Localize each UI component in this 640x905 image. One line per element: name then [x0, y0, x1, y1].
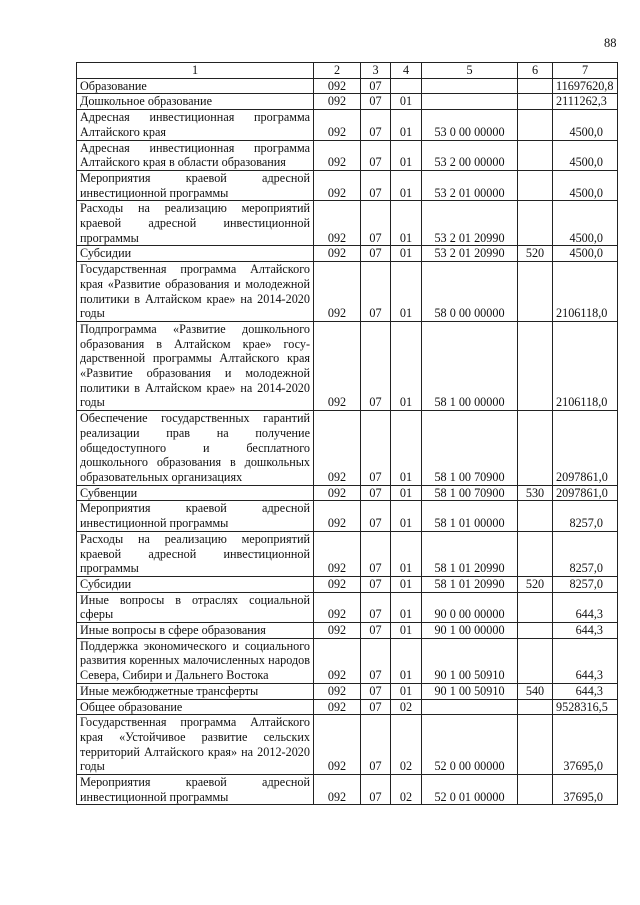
- target-article-code: [422, 78, 518, 94]
- subsection-code: 02: [391, 699, 422, 715]
- subsection-code: 01: [391, 170, 422, 200]
- expense-type-code: 540: [518, 683, 553, 699]
- expense-type-code: [518, 775, 553, 805]
- item-name: Иные межбюджетные трансферты: [77, 683, 314, 699]
- ministry-code: 092: [314, 531, 361, 576]
- subsection-code: 01: [391, 110, 422, 140]
- amount: 644,3: [553, 592, 618, 622]
- section-code: 07: [361, 170, 391, 200]
- table-row: [77, 699, 618, 715]
- section-code: 07: [361, 78, 391, 94]
- amount: 2111262,3: [553, 94, 618, 110]
- item-name: Дошкольное образование: [77, 94, 314, 110]
- expense-type-code: [518, 501, 553, 531]
- subsection-code: 01: [391, 246, 422, 262]
- ministry-code: 092: [314, 592, 361, 622]
- item-name: Государственная программа Алтайского края «Устойчивое развитие сельских территорий Алтайского края» на 2012-2020 годы: [77, 715, 314, 775]
- column-header-3: 3: [361, 63, 391, 79]
- section-code: 07: [361, 140, 391, 170]
- ministry-code: 092: [314, 94, 361, 110]
- ministry-code: 092: [314, 246, 361, 262]
- budget-table: [76, 62, 618, 805]
- subsection-code: 01: [391, 140, 422, 170]
- ministry-code: 092: [314, 110, 361, 140]
- expense-type-code: [518, 411, 553, 486]
- expense-type-code: [518, 638, 553, 683]
- target-article-code: 58 1 00 70900: [422, 485, 518, 501]
- expense-type-code: [518, 623, 553, 639]
- expense-type-code: [518, 531, 553, 576]
- amount: 37695,0: [553, 775, 618, 805]
- subsection-code: 02: [391, 775, 422, 805]
- amount: 8257,0: [553, 576, 618, 592]
- subsection-code: 01: [391, 638, 422, 683]
- ministry-code: 092: [314, 715, 361, 775]
- section-code: 07: [361, 94, 391, 110]
- ministry-code: 092: [314, 140, 361, 170]
- table-row: [77, 110, 618, 140]
- ministry-code: 092: [314, 201, 361, 246]
- ministry-code: 092: [314, 623, 361, 639]
- target-article-code: 90 0 00 00000: [422, 592, 518, 622]
- subsection-code: 01: [391, 592, 422, 622]
- ministry-code: 092: [314, 170, 361, 200]
- ministry-code: 092: [314, 699, 361, 715]
- target-article-code: 58 1 01 00000: [422, 501, 518, 531]
- column-header-2: 2: [314, 63, 361, 79]
- item-name: Образование: [77, 78, 314, 94]
- section-code: 07: [361, 531, 391, 576]
- target-article-code: [422, 94, 518, 110]
- item-name: Подпрограмма «Развитие дошкольного образования в Алтайском крае» государственной программы Алтайского края «Развитие образования и молодежной политики в Алтайском крае» на 2014-2020 годы: [77, 321, 314, 410]
- amount: 9528316,5: [553, 699, 618, 715]
- amount: 644,3: [553, 683, 618, 699]
- item-name: Мероприятия краевой адресной инвестиционной программы: [77, 775, 314, 805]
- expense-type-code: [518, 94, 553, 110]
- ministry-code: 092: [314, 576, 361, 592]
- target-article-code: 53 0 00 00000: [422, 110, 518, 140]
- section-code: 07: [361, 638, 391, 683]
- table-row: [77, 246, 618, 262]
- subsection-code: 01: [391, 623, 422, 639]
- target-article-code: 53 2 01 00000: [422, 170, 518, 200]
- amount: 2097861,0: [553, 485, 618, 501]
- amount: 2097861,0: [553, 411, 618, 486]
- table-row: [77, 531, 618, 576]
- expense-type-code: [518, 699, 553, 715]
- section-code: 07: [361, 321, 391, 410]
- ministry-code: 092: [314, 501, 361, 531]
- table-row: [77, 775, 618, 805]
- table-row: [77, 638, 618, 683]
- ministry-code: 092: [314, 321, 361, 410]
- table-row: [77, 411, 618, 486]
- table-row: [77, 683, 618, 699]
- target-article-code: 53 2 01 20990: [422, 201, 518, 246]
- item-name: Государственная программа Алтайского края «Развитие образования и молодежной политики в Алтайском крае» на 2014-2020 годы: [77, 262, 314, 322]
- target-article-code: 90 1 00 50910: [422, 638, 518, 683]
- ministry-code: 092: [314, 78, 361, 94]
- item-name: Расходы на реализацию мероприятий краевой адресной инвестиционной программы: [77, 531, 314, 576]
- table-row: [77, 501, 618, 531]
- table-row: [77, 592, 618, 622]
- subsection-code: 01: [391, 683, 422, 699]
- section-code: 07: [361, 411, 391, 486]
- target-article-code: 90 1 00 50910: [422, 683, 518, 699]
- ministry-code: 092: [314, 262, 361, 322]
- ministry-code: 092: [314, 411, 361, 486]
- target-article-code: 52 0 00 00000: [422, 715, 518, 775]
- target-article-code: 53 2 01 20990: [422, 246, 518, 262]
- expense-type-code: 520: [518, 246, 553, 262]
- ministry-code: 092: [314, 638, 361, 683]
- column-header-4: 4: [391, 63, 422, 79]
- amount: 37695,0: [553, 715, 618, 775]
- section-code: 07: [361, 775, 391, 805]
- subsection-code: 01: [391, 576, 422, 592]
- amount: 4500,0: [553, 246, 618, 262]
- subsection-code: 01: [391, 501, 422, 531]
- expense-type-code: [518, 78, 553, 94]
- table-row: [77, 140, 618, 170]
- table-row: [77, 201, 618, 246]
- table-row: [77, 623, 618, 639]
- expense-type-code: 520: [518, 576, 553, 592]
- amount: 4500,0: [553, 110, 618, 140]
- table-row: [77, 576, 618, 592]
- column-header-7: 7: [553, 63, 618, 79]
- amount: 8257,0: [553, 501, 618, 531]
- item-name: Общее образование: [77, 699, 314, 715]
- subsection-code: 01: [391, 262, 422, 322]
- subsection-code: 01: [391, 531, 422, 576]
- expense-type-code: 530: [518, 485, 553, 501]
- subsection-code: 02: [391, 715, 422, 775]
- table-body: [77, 78, 618, 805]
- ministry-code: 092: [314, 683, 361, 699]
- table-row: [77, 485, 618, 501]
- item-name: Мероприятия краевой адресной инвестиционной программы: [77, 170, 314, 200]
- amount: 644,3: [553, 638, 618, 683]
- expense-type-code: [518, 715, 553, 775]
- expense-type-code: [518, 201, 553, 246]
- item-name: Адресная инвестиционная программа Алтайского края в области образования: [77, 140, 314, 170]
- table-row: [77, 715, 618, 775]
- item-name: Субвенции: [77, 485, 314, 501]
- item-name: Иные вопросы в отраслях социальной сферы: [77, 592, 314, 622]
- expense-type-code: [518, 592, 553, 622]
- expense-type-code: [518, 110, 553, 140]
- item-name: Субсидии: [77, 246, 314, 262]
- item-name: Мероприятия краевой адресной инвестиционной программы: [77, 501, 314, 531]
- target-article-code: 53 2 00 00000: [422, 140, 518, 170]
- item-name: Иные вопросы в сфере образования: [77, 623, 314, 639]
- page-number: 88: [604, 36, 617, 50]
- table-row: [77, 94, 618, 110]
- target-article-code: 58 1 01 20990: [422, 531, 518, 576]
- target-article-code: 52 0 01 00000: [422, 775, 518, 805]
- subsection-code: 01: [391, 485, 422, 501]
- ministry-code: 092: [314, 485, 361, 501]
- column-header-1: 1: [77, 63, 314, 79]
- subsection-code: 01: [391, 201, 422, 246]
- amount: 8257,0: [553, 531, 618, 576]
- section-code: 07: [361, 501, 391, 531]
- amount: 644,3: [553, 623, 618, 639]
- amount: 11697620,8: [553, 78, 618, 94]
- subsection-code: [391, 78, 422, 94]
- target-article-code: 58 1 01 20990: [422, 576, 518, 592]
- section-code: 07: [361, 683, 391, 699]
- table-row: [77, 170, 618, 200]
- section-code: 07: [361, 623, 391, 639]
- target-article-code: [422, 699, 518, 715]
- table-row: [77, 321, 618, 410]
- expense-type-code: [518, 170, 553, 200]
- item-name: Поддержка экономического и социального развития коренных малочисленных народов Севера, Сибири и Дальнего Востока: [77, 638, 314, 683]
- target-article-code: 58 1 00 00000: [422, 321, 518, 410]
- section-code: 07: [361, 246, 391, 262]
- expense-type-code: [518, 262, 553, 322]
- section-code: 07: [361, 592, 391, 622]
- target-article-code: 90 1 00 00000: [422, 623, 518, 639]
- subsection-code: 01: [391, 321, 422, 410]
- amount: 2106118,0: [553, 321, 618, 410]
- section-code: 07: [361, 201, 391, 246]
- expense-type-code: [518, 321, 553, 410]
- section-code: 07: [361, 110, 391, 140]
- amount: 4500,0: [553, 170, 618, 200]
- item-name: Субсидии: [77, 576, 314, 592]
- section-code: 07: [361, 485, 391, 501]
- amount: 4500,0: [553, 140, 618, 170]
- item-name: Расходы на реализацию мероприятий краевой адресной инвестиционной программы: [77, 201, 314, 246]
- item-name: Обеспечение государственных гарантий реализации прав на получение общедоступного и бесплатного дошкольного образования в дошкольных образовательных организациях: [77, 411, 314, 486]
- subsection-code: 01: [391, 94, 422, 110]
- table-row: [77, 262, 618, 322]
- column-header-5: 5: [422, 63, 518, 79]
- amount: 2106118,0: [553, 262, 618, 322]
- section-code: 07: [361, 576, 391, 592]
- table-row: [77, 78, 618, 94]
- target-article-code: 58 0 00 00000: [422, 262, 518, 322]
- expense-type-code: [518, 140, 553, 170]
- item-name: Адресная инвестиционная программа Алтайского края: [77, 110, 314, 140]
- section-code: 07: [361, 699, 391, 715]
- amount: 4500,0: [553, 201, 618, 246]
- header-row: [77, 63, 618, 79]
- subsection-code: 01: [391, 411, 422, 486]
- column-header-6: 6: [518, 63, 553, 79]
- ministry-code: 092: [314, 775, 361, 805]
- target-article-code: 58 1 00 70900: [422, 411, 518, 486]
- section-code: 07: [361, 262, 391, 322]
- section-code: 07: [361, 715, 391, 775]
